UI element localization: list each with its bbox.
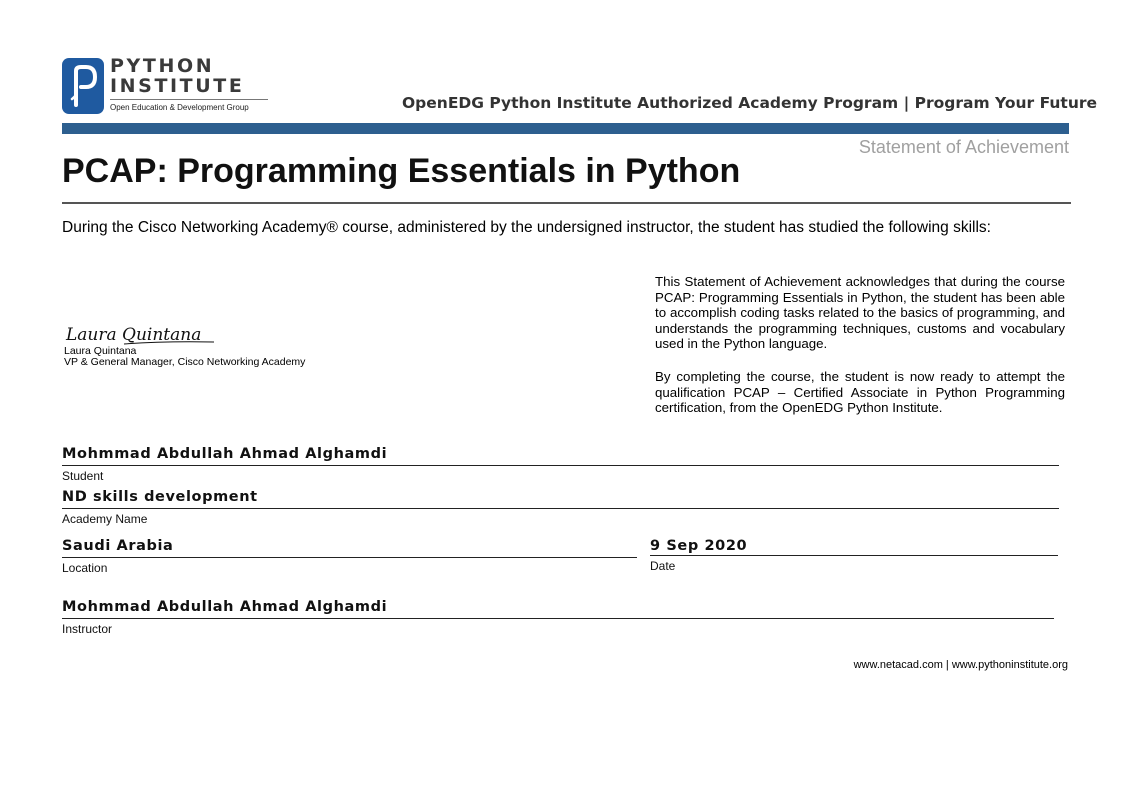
title-divider — [62, 202, 1071, 204]
statement-paragraph-1: This Statement of Achievement acknowledges that during the course PCAP: Programming Essentials in Python, the student has been able to accomplish coding tasks related to the basics of programming, and understands the programming techniques, customs and vocabulary used in the Python language. — [655, 274, 1065, 351]
course-intro: During the Cisco Networking Academy® course, administered by the undersigned instructor, the student has studied the following skills: — [62, 219, 991, 236]
location-line — [62, 557, 637, 558]
student-line — [62, 465, 1059, 466]
program-banner: OpenEDG Python Institute Authorized Academy Program | Program Your Future — [402, 94, 1098, 112]
date-line — [650, 555, 1058, 556]
signature-script: Laura Quintana — [66, 325, 202, 345]
logo-divider — [110, 99, 268, 100]
statement-paragraph-2: By completing the course, the student is now ready to attempt the qualification PCAP – Certified Associate in Python Programming certification, from the OpenEDG Python Institute. — [655, 369, 1065, 415]
academy-line — [62, 508, 1059, 509]
header-bar — [62, 123, 1069, 134]
logo-name-line2: INSTITUTE — [110, 75, 245, 97]
academy-name: ND skills development — [62, 489, 258, 505]
location-label: Location — [62, 561, 108, 575]
python-institute-logo-icon — [62, 58, 104, 114]
logo-name-line1: PYTHON — [110, 55, 215, 77]
instructor-name: Mohmmad Abdullah Ahmad Alghamdi — [62, 599, 388, 615]
date-label: Date — [650, 559, 676, 573]
academy-label: Academy Name — [62, 512, 148, 526]
location-value: Saudi Arabia — [62, 538, 174, 554]
student-label: Student — [62, 469, 104, 483]
document-type: Statement of Achievement — [858, 137, 1069, 157]
instructor-line — [62, 618, 1054, 619]
course-title: PCAP: Programming Essentials in Python — [62, 152, 741, 190]
instructor-label: Instructor — [62, 622, 113, 636]
footer-links: www.netacad.com | www.pythoninstitute.org — [853, 659, 1068, 671]
signatory-role: VP & General Manager, Cisco Networking Academy — [64, 356, 306, 368]
date-value: 9 Sep 2020 — [650, 538, 748, 554]
logo-name — [110, 56, 244, 96]
signatory-name: Laura Quintana — [64, 345, 137, 357]
student-name: Mohmmad Abdullah Ahmad Alghamdi — [62, 446, 388, 462]
logo-tagline: Open Education & Development Group — [110, 103, 249, 112]
